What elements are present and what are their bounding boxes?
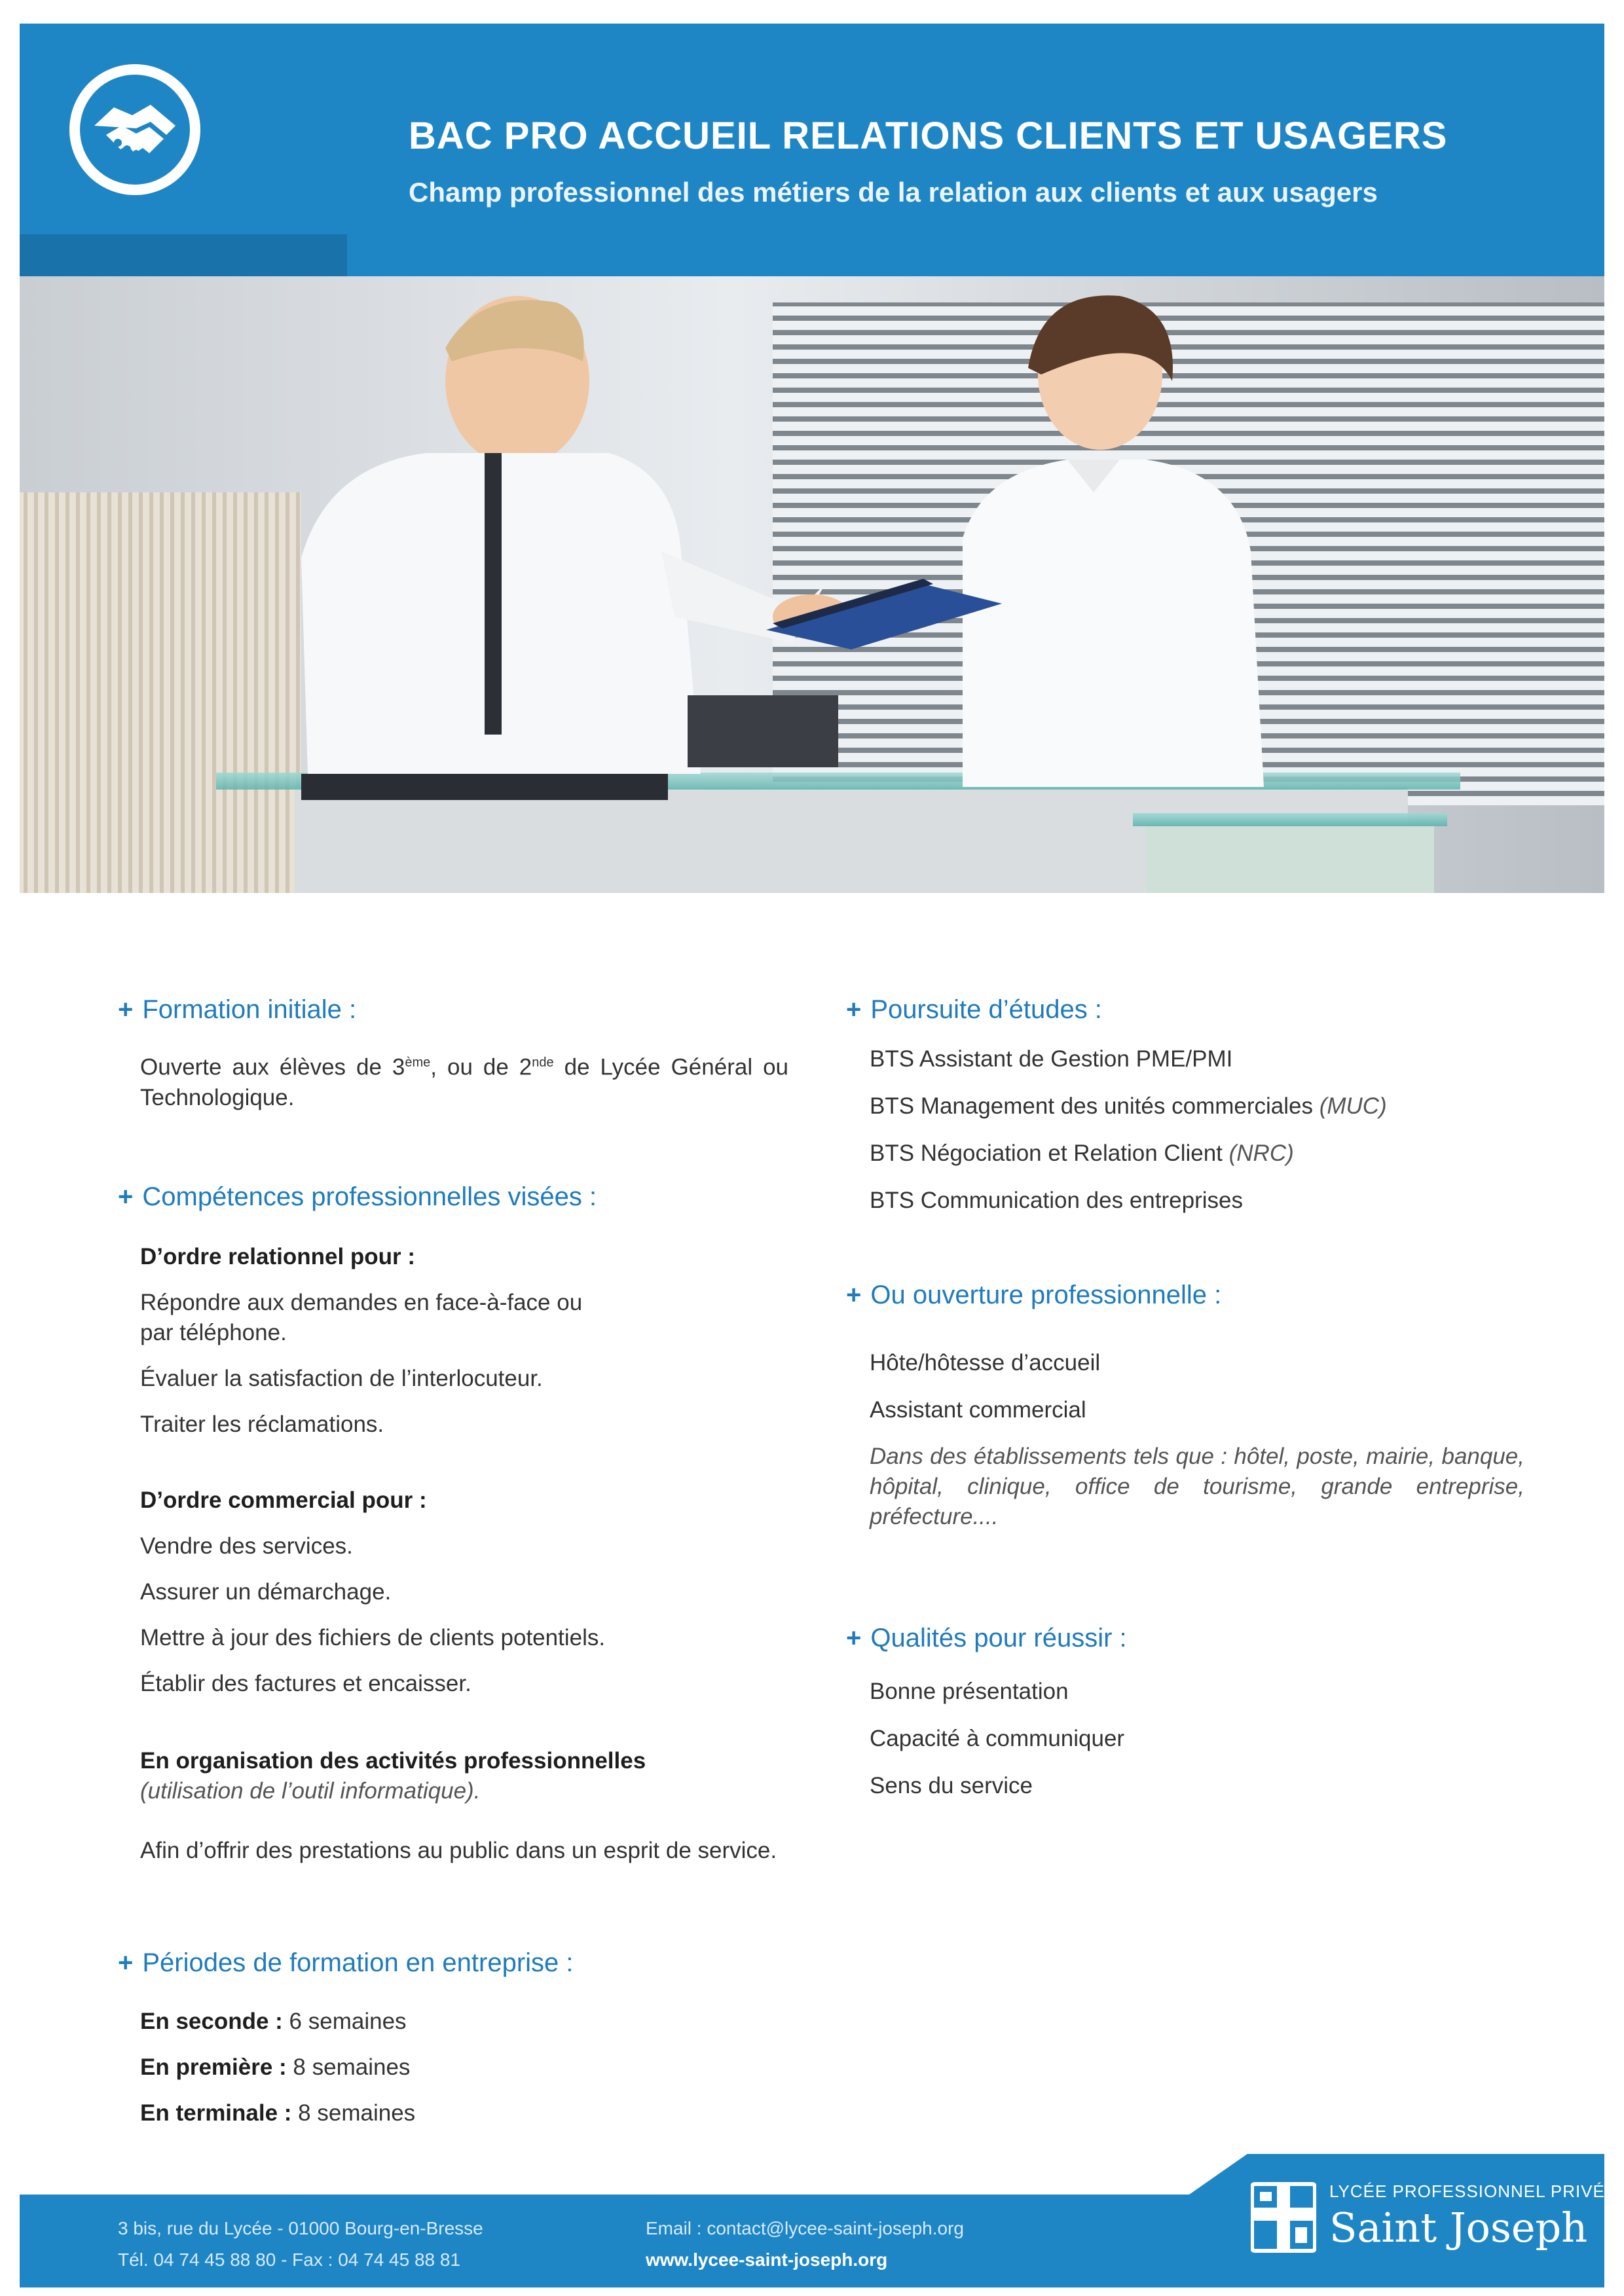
footer-band xyxy=(20,2181,1605,2287)
periode-row: En première : 8 semaines xyxy=(140,2054,411,2080)
list-item: Hôte/hôtesse d’accueil xyxy=(870,1350,1101,1376)
conclusion-text: Afin d’offrir des prestations au public dans un esprit de service. xyxy=(140,1838,777,1863)
page-subtitle: Champ professionnel des métiers de la relation aux clients et aux usagers xyxy=(409,177,1378,208)
list-item: Sens du service xyxy=(870,1773,1033,1798)
list-item: BTS Communication des entreprises xyxy=(870,1188,1243,1213)
list-item: Évaluer la satisfaction de l’interlocuteur. xyxy=(140,1366,543,1391)
list-item: BTS Assistant de Gestion PME/PMI xyxy=(870,1046,1233,1072)
list-item: Mettre à jour des fichiers de clients potentiels. xyxy=(140,1625,606,1650)
organisation-heading: En organisation des activités professionnelles xyxy=(140,1748,646,1774)
list-item: Assistant commercial xyxy=(870,1397,1086,1423)
brand-name: Saint Joseph xyxy=(1329,2204,1588,2251)
list-item: Répondre aux demandes en face-à-face ou xyxy=(140,1290,583,1315)
list-item: BTS Management des unités commerciales (MUC) xyxy=(870,1093,1387,1119)
list-item: Traiter les réclamations. xyxy=(140,1412,384,1437)
section-poursuite-title: + Poursuite d’études : xyxy=(846,995,1102,1024)
plus-icon: + xyxy=(846,995,862,1024)
organisation-note: (utilisation de l’outil informatique). xyxy=(140,1778,481,1804)
footer-phone: Tél. 04 74 45 88 80 - Fax : 04 74 45 88 81 xyxy=(118,2250,461,2270)
section-ouverture-title: + Ou ouverture professionnelle : xyxy=(846,1281,1222,1309)
list-item: Bonne présentation xyxy=(870,1679,1069,1704)
section-formation-title: + Formation initiale : xyxy=(118,995,357,1024)
section-periodes-title: + Périodes de formation en entreprise : xyxy=(118,1948,574,1977)
handshake-logo xyxy=(69,64,200,195)
footer-email[interactable]: Email : contact@lycee-saint-joseph.org xyxy=(646,2218,964,2238)
hero-photo xyxy=(20,276,1604,893)
footer-address: 3 bis, rue du Lycée - 01000 Bourg-en-Bresse xyxy=(118,2218,483,2238)
plus-icon: + xyxy=(118,1948,134,1977)
section-qualites-title: + Qualités pour réussir : xyxy=(846,1624,1127,1652)
footer-website[interactable]: www.lycee-saint-joseph.org xyxy=(646,2250,888,2270)
plus-icon: + xyxy=(118,1182,134,1211)
commercial-heading: D’ordre commercial pour : xyxy=(140,1487,427,1513)
relationnel-heading: D’ordre relationnel pour : xyxy=(140,1244,416,1269)
list-item: Assurer un démarchage. xyxy=(140,1579,392,1605)
list-item: Capacité à communiquer xyxy=(870,1726,1125,1751)
handshake-icon xyxy=(80,75,190,185)
list-item: Vendre des services. xyxy=(140,1533,353,1559)
saint-joseph-cross-icon xyxy=(1251,2181,1316,2257)
plus-icon: + xyxy=(118,995,134,1024)
ouverture-note: Dans des établissements tels que : hôtel, poste, mairie, banque, hôpital, clinique, office de tourisme, grande entreprise, préfecture.... xyxy=(870,1444,1524,1529)
list-item: Établir des factures et encaisser. xyxy=(140,1671,471,1696)
list-item: par téléphone. xyxy=(140,1320,287,1345)
header-fold xyxy=(20,234,347,276)
list-item: BTS Négociation et Relation Client (NRC) xyxy=(870,1140,1294,1166)
brand-subtitle: LYCÉE PROFESSIONNEL PRIVÉ xyxy=(1329,2181,1605,2201)
plus-icon: + xyxy=(846,1281,862,1309)
page-title: BAC PRO ACCUEIL RELATIONS CLIENTS ET USAGERS xyxy=(409,115,1448,157)
periode-row: En terminale : 8 semaines xyxy=(140,2100,416,2126)
header-banner xyxy=(20,24,1604,276)
formation-text: Ouverte aux élèves de 3ème, ou de 2nde de Lycée Général ou Technologique. xyxy=(140,1054,788,1110)
periode-row: En seconde : 6 semaines xyxy=(140,2009,407,2034)
plus-icon: + xyxy=(846,1624,862,1652)
section-competences-title: + Compétences professionnelles visées : xyxy=(118,1182,597,1211)
